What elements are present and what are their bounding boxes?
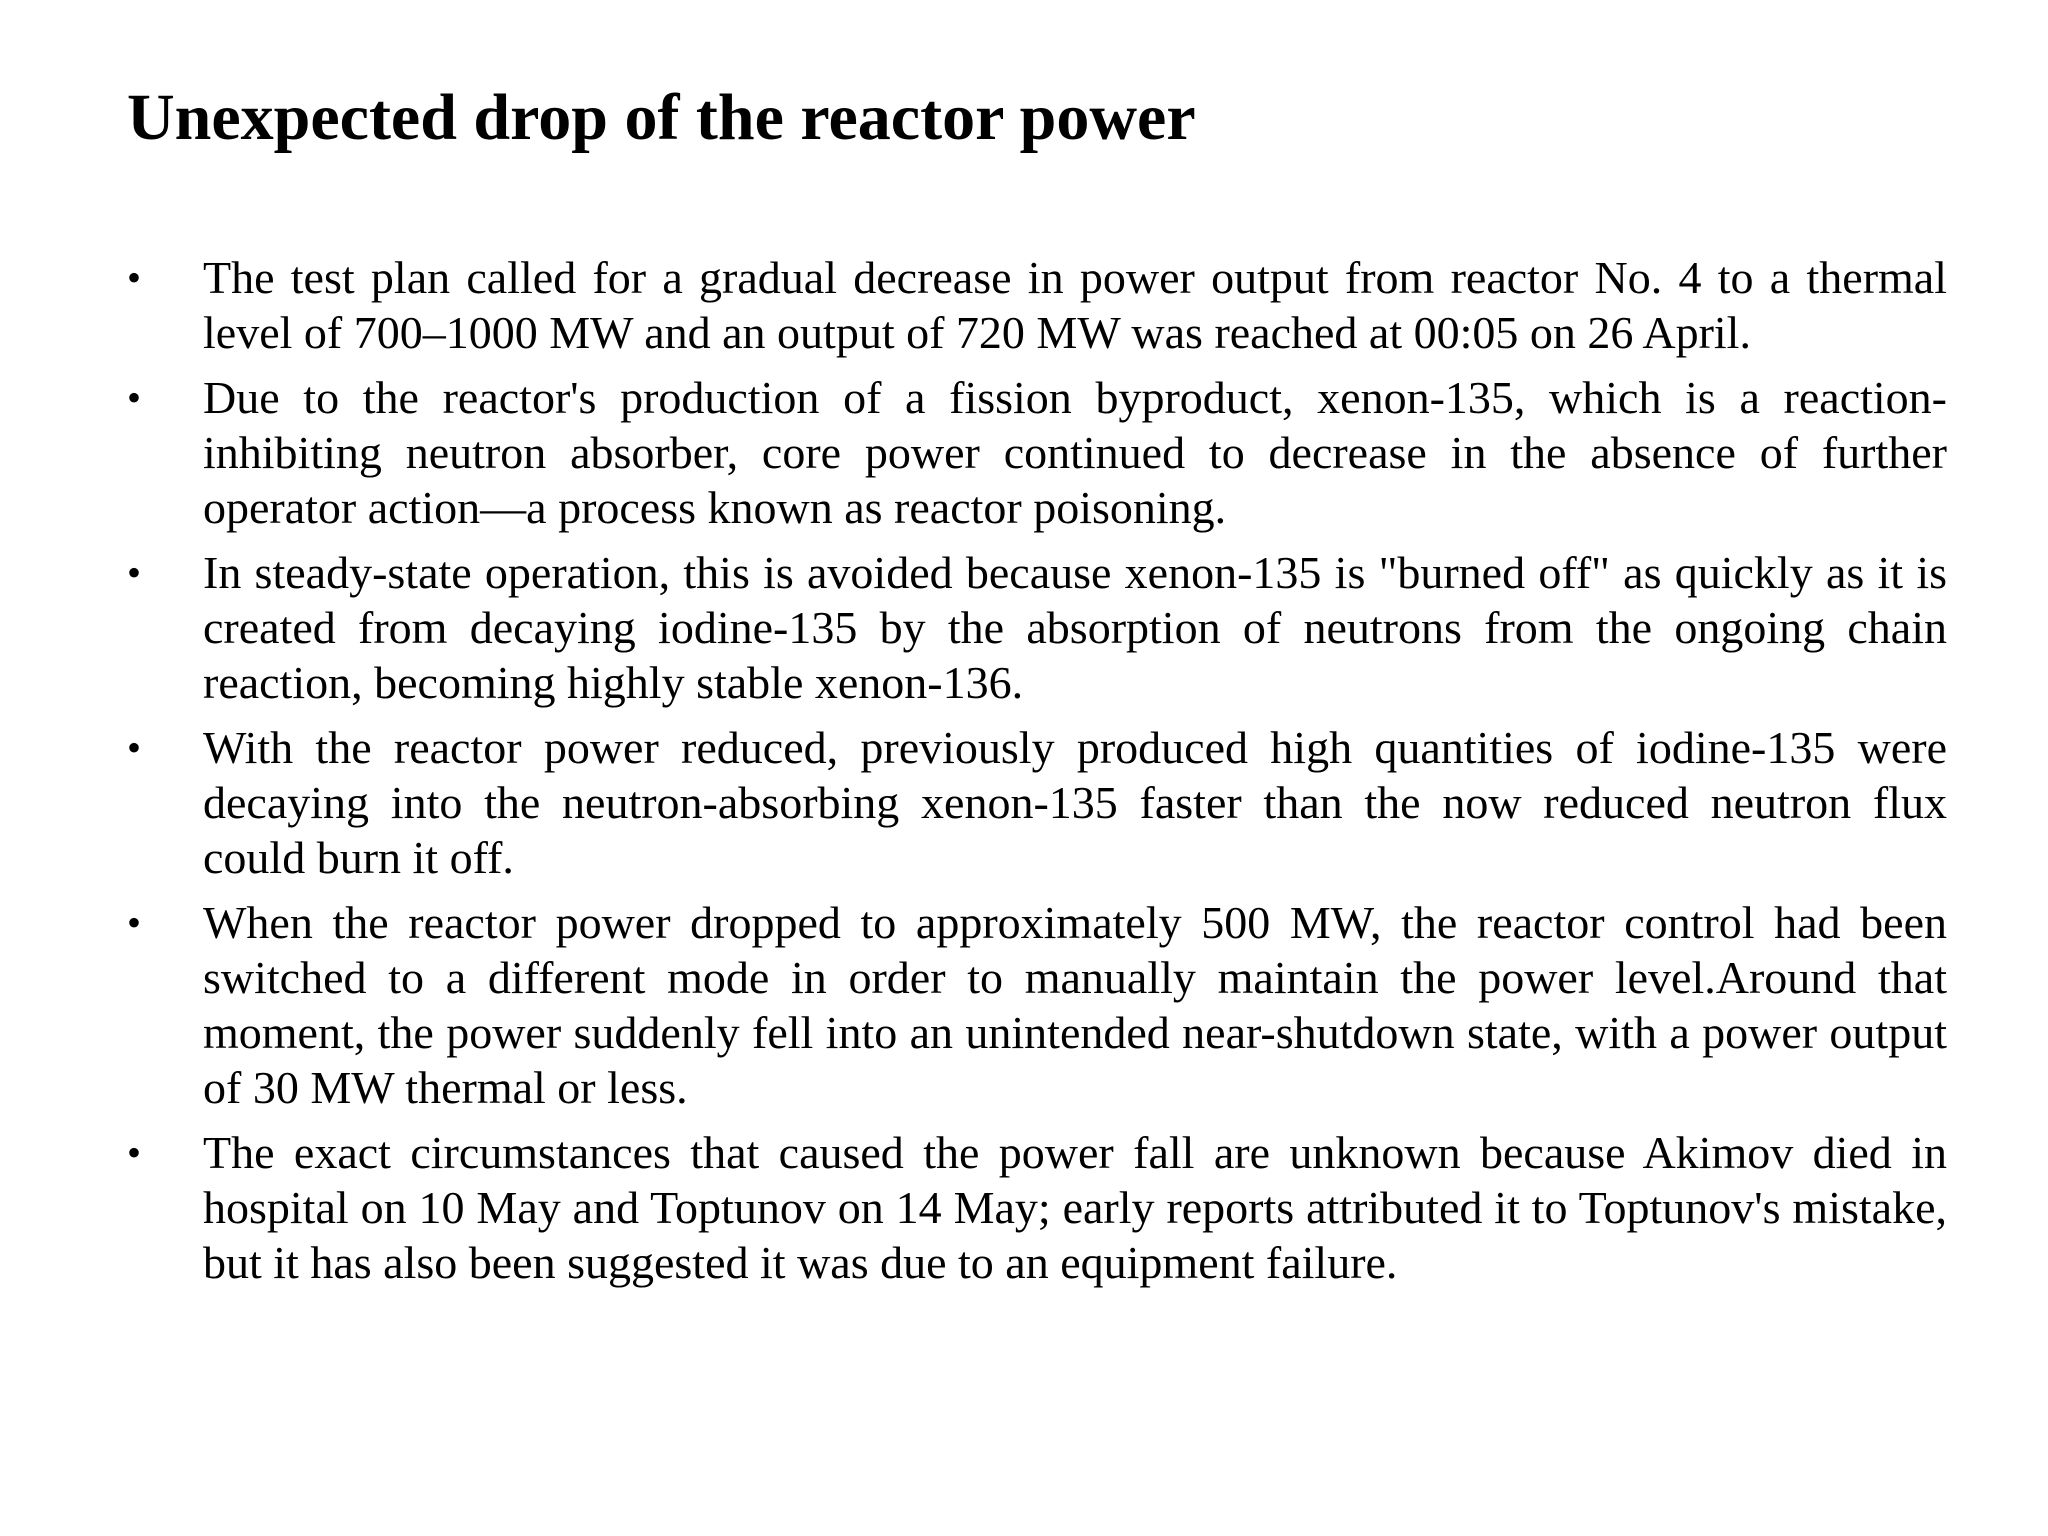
bullet-item	[127, 250, 1947, 360]
bullet-text: In steady-state operation, this is avoided because xenon-135 is "burned off" as quickly as it is created from decaying iodine-135 by the absorption of neutrons from the ongoing chain reaction, becoming highly stable xenon-136.	[203, 547, 1947, 708]
bullet-item	[127, 545, 1947, 710]
bullet-text: Due to the reactor's production of a fission byproduct, xenon-135, which is a reaction-inhibiting neutron absorber, core power continued to decrease in the absence of further operator action—a process known as reactor poisoning.	[203, 372, 1947, 533]
bullet-icon: •	[127, 725, 142, 770]
bullet-text: The test plan called for a gradual decrease in power output from reactor No. 4 to a thermal level of 700–1000 MW and an output of 720 MW was reached at 00:05 on 26 April.	[203, 252, 1947, 358]
bullet-text: The exact circumstances that caused the power fall are unknown because Akimov died in hospital on 10 May and Toptunov on 14 May; early reports attributed it to Toptunov's mistake, but it has also been suggested it was due to an equipment failure.	[203, 1127, 1947, 1288]
bullet-icon: •	[127, 550, 142, 595]
bullet-list	[127, 250, 1947, 1300]
bullet-item	[127, 720, 1947, 885]
bullet-item	[127, 895, 1947, 1115]
slide-title: Unexpected drop of the reactor power	[127, 81, 1196, 154]
bullet-icon: •	[127, 255, 142, 300]
bullet-icon: •	[127, 1130, 142, 1175]
bullet-text: With the reactor power reduced, previously produced high quantities of iodine-135 were decaying into the neutron-absorbing xenon-135 faster than the now reduced neutron flux could burn it off.	[203, 722, 1947, 883]
bullet-item	[127, 1125, 1947, 1290]
bullet-icon: •	[127, 900, 142, 945]
bullet-text: When the reactor power dropped to approximately 500 MW, the reactor control had been switched to a different mode in order to manually maintain the power level.Around that moment, the power suddenly fell into an unintended near-shutdown state, with a power output of 30 MW thermal or less.	[203, 897, 1947, 1113]
bullet-item	[127, 370, 1947, 535]
bullet-icon: •	[127, 375, 142, 420]
